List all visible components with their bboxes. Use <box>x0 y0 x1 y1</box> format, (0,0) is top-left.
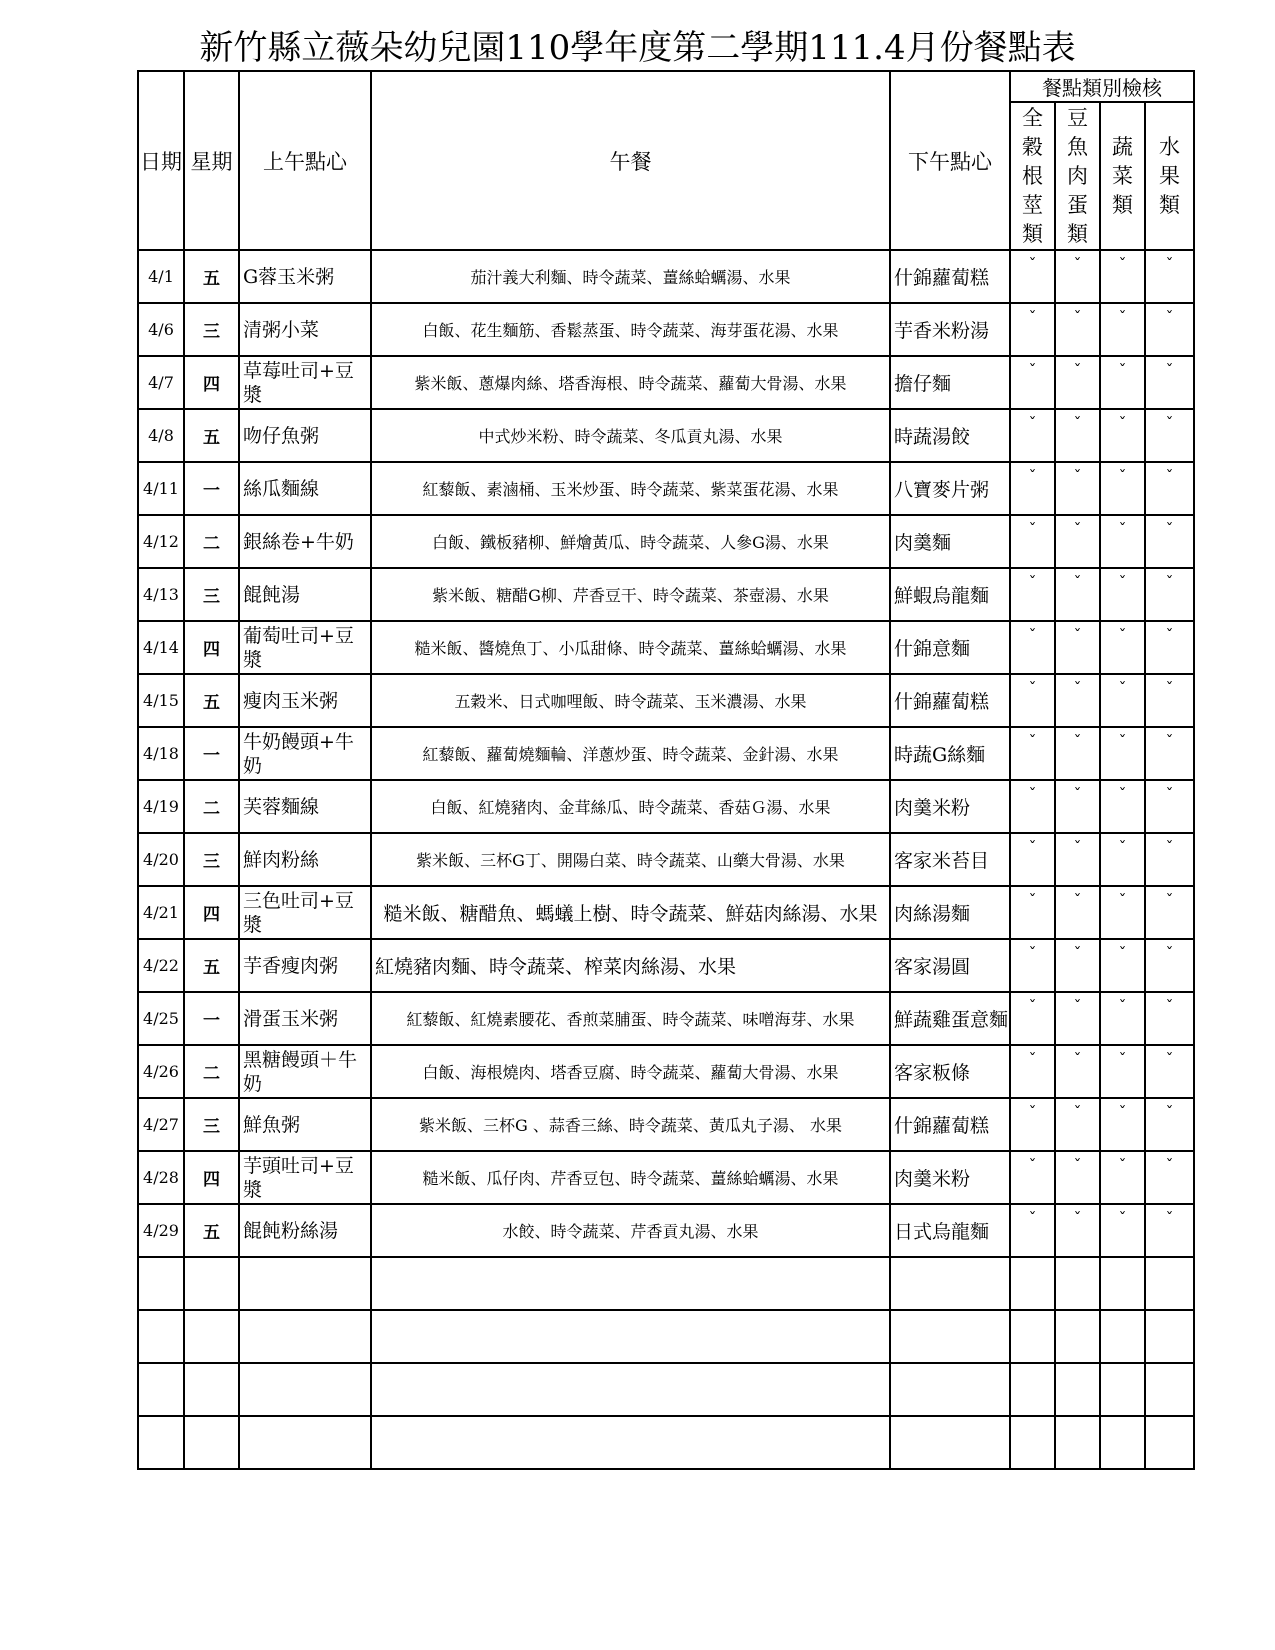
empty-row <box>138 1310 1194 1363</box>
empty-cell <box>1010 1257 1055 1310</box>
empty-cell <box>184 1416 239 1469</box>
vegetables-check: ˇ <box>1100 515 1145 568</box>
page-title: 新竹縣立薇朵幼兒園110學年度第二學期111.4月份餐點表 <box>199 28 1076 68</box>
table-row <box>138 568 1194 621</box>
grains-check: ˇ <box>1010 727 1055 780</box>
table-row <box>138 409 1194 462</box>
lunch-cell: 紫米飯、糖醋G柳、芹香豆干、時令蔬菜、茶壺湯、水果 <box>371 568 890 621</box>
am-snack-cell: G蓉玉米粥 <box>239 250 371 303</box>
grains-check: ˇ <box>1010 1098 1055 1151</box>
table-row <box>138 356 1194 409</box>
grains-check: ˇ <box>1010 780 1055 833</box>
empty-cell <box>138 1363 184 1416</box>
vegetables-check: ˇ <box>1100 250 1145 303</box>
protein-check: ˇ <box>1055 568 1100 621</box>
header-vegetables-char: 菜 <box>1112 163 1133 188</box>
empty-cell <box>890 1416 1010 1469</box>
fruit-check: ˇ <box>1145 568 1194 621</box>
pm-snack-cell: 客家粄條 <box>890 1045 1010 1098</box>
weekday-cell: 三 <box>184 833 239 886</box>
date-cell: 4/11 <box>138 462 184 515</box>
pm-snack-cell: 什錦蘿蔔糕 <box>890 674 1010 727</box>
lunch-cell: 紅藜飯、蘿蔔燒麵輪、洋蔥炒蛋、時令蔬菜、金針湯、水果 <box>371 727 890 780</box>
vegetables-check: ˇ <box>1100 1204 1145 1257</box>
vegetables-check: ˇ <box>1100 409 1145 462</box>
am-snack-cell: 三色吐司+豆漿 <box>239 886 371 939</box>
weekday-cell: 一 <box>184 727 239 780</box>
empty-cell <box>138 1310 184 1363</box>
date-cell: 4/8 <box>138 409 184 462</box>
pm-snack-cell: 什錦蘿蔔糕 <box>890 1098 1010 1151</box>
am-snack-cell: 芙蓉麵線 <box>239 780 371 833</box>
empty-row <box>138 1416 1194 1469</box>
vegetables-check: ˇ <box>1100 886 1145 939</box>
header-weekday: 星期 <box>184 71 239 250</box>
lunch-cell: 紫米飯、蔥爆肉絲、塔香海根、時令蔬菜、蘿蔔大骨湯、水果 <box>371 356 890 409</box>
am-snack-cell: 餛飩湯 <box>239 568 371 621</box>
vegetables-check: ˇ <box>1100 1045 1145 1098</box>
pm-snack-cell: 肉羹麵 <box>890 515 1010 568</box>
grains-check: ˇ <box>1010 303 1055 356</box>
lunch-cell: 糙米飯、糖醋魚、螞蟻上樹、時令蔬菜、鮮菇肉絲湯、水果 <box>371 886 890 939</box>
empty-cell <box>371 1416 890 1469</box>
pm-snack-cell: 時蔬G絲麵 <box>890 727 1010 780</box>
lunch-cell: 紅藜飯、素滷桶、玉米炒蛋、時令蔬菜、紫菜蛋花湯、水果 <box>371 462 890 515</box>
am-snack-cell: 瘦肉玉米粥 <box>239 674 371 727</box>
weekday-cell: 五 <box>184 674 239 727</box>
weekday-cell: 四 <box>184 621 239 674</box>
empty-cell <box>1100 1310 1145 1363</box>
date-cell: 4/18 <box>138 727 184 780</box>
protein-check: ˇ <box>1055 780 1100 833</box>
date-cell: 4/21 <box>138 886 184 939</box>
weekday-cell: 五 <box>184 1204 239 1257</box>
vegetables-check: ˇ <box>1100 356 1145 409</box>
header-fruit-char: 類 <box>1159 192 1180 217</box>
grains-check: ˇ <box>1010 1204 1055 1257</box>
table-row <box>138 727 1194 780</box>
fruit-check: ˇ <box>1145 886 1194 939</box>
grains-check: ˇ <box>1010 886 1055 939</box>
header-am-snack: 上午點心 <box>239 71 371 250</box>
lunch-cell: 紅藜飯、紅燒素腰花、香煎菜脯蛋、時令蔬菜、味噌海芽、水果 <box>371 992 890 1045</box>
lunch-cell: 白飯、花生麵筋、香鬆蒸蛋、時令蔬菜、海芽蛋花湯、水果 <box>371 303 890 356</box>
empty-cell <box>1100 1416 1145 1469</box>
header-pm-snack: 下午點心 <box>890 71 1010 250</box>
empty-cell <box>890 1257 1010 1310</box>
empty-cell <box>371 1257 890 1310</box>
protein-check: ˇ <box>1055 1045 1100 1098</box>
header-protein-char: 肉 <box>1067 163 1088 188</box>
header-vegetables <box>1100 102 1145 250</box>
date-cell: 4/15 <box>138 674 184 727</box>
protein-check: ˇ <box>1055 1204 1100 1257</box>
empty-cell <box>1055 1416 1100 1469</box>
protein-check: ˇ <box>1055 1098 1100 1151</box>
fruit-check: ˇ <box>1145 1045 1194 1098</box>
pm-snack-cell: 擔仔麵 <box>890 356 1010 409</box>
empty-cell <box>1100 1257 1145 1310</box>
weekday-cell: 四 <box>184 886 239 939</box>
lunch-cell: 糙米飯、瓜仔肉、芹香豆包、時令蔬菜、薑絲蛤蠣湯、水果 <box>371 1151 890 1204</box>
weekday-cell: 四 <box>184 1151 239 1204</box>
am-snack-cell: 鮮肉粉絲 <box>239 833 371 886</box>
weekday-cell: 二 <box>184 515 239 568</box>
lunch-cell: 水餃、時令蔬菜、芹香貢丸湯、水果 <box>371 1204 890 1257</box>
lunch-cell: 白飯、紅燒豬肉、金茸絲瓜、時令蔬菜、香菇Ｇ湯、水果 <box>371 780 890 833</box>
header-grains <box>1010 102 1055 250</box>
protein-check: ˇ <box>1055 886 1100 939</box>
weekday-cell: 五 <box>184 250 239 303</box>
empty-cell <box>239 1257 371 1310</box>
grains-check: ˇ <box>1010 568 1055 621</box>
vegetables-check: ˇ <box>1100 992 1145 1045</box>
pm-snack-cell: 肉羹米粉 <box>890 1151 1010 1204</box>
fruit-check: ˇ <box>1145 515 1194 568</box>
fruit-check: ˇ <box>1145 780 1194 833</box>
vegetables-check: ˇ <box>1100 780 1145 833</box>
lunch-cell: 五穀米、日式咖哩飯、時令蔬菜、玉米濃湯、水果 <box>371 674 890 727</box>
header-protein-char: 蛋 <box>1067 192 1088 217</box>
weekday-cell: 四 <box>184 356 239 409</box>
header-row-top <box>138 71 1194 102</box>
grains-check: ˇ <box>1010 992 1055 1045</box>
weekday-cell: 五 <box>184 939 239 992</box>
table-row <box>138 886 1194 939</box>
lunch-cell: 紫米飯、三杯G 、蒜香三絲、時令蔬菜、黃瓜丸子湯、 水果 <box>371 1098 890 1151</box>
pm-snack-cell: 肉羹米粉 <box>890 780 1010 833</box>
table-row <box>138 1151 1194 1204</box>
vegetables-check: ˇ <box>1100 621 1145 674</box>
am-snack-cell: 銀絲卷+牛奶 <box>239 515 371 568</box>
protein-check: ˇ <box>1055 621 1100 674</box>
fruit-check: ˇ <box>1145 992 1194 1045</box>
empty-cell <box>1010 1416 1055 1469</box>
pm-snack-cell: 日式烏龍麵 <box>890 1204 1010 1257</box>
header-fruit-char: 果 <box>1159 163 1180 188</box>
date-cell: 4/20 <box>138 833 184 886</box>
grains-check: ˇ <box>1010 674 1055 727</box>
protein-check: ˇ <box>1055 356 1100 409</box>
am-snack-cell: 吻仔魚粥 <box>239 409 371 462</box>
protein-check: ˇ <box>1055 409 1100 462</box>
header-fruit <box>1145 102 1194 250</box>
table-row <box>138 1045 1194 1098</box>
protein-check: ˇ <box>1055 992 1100 1045</box>
fruit-check: ˇ <box>1145 1098 1194 1151</box>
lunch-cell: 白飯、鐵板豬柳、鮮燴黃瓜、時令蔬菜、人參G湯、水果 <box>371 515 890 568</box>
header-vegetables-char: 類 <box>1112 192 1133 217</box>
empty-cell <box>1100 1363 1145 1416</box>
fruit-check: ˇ <box>1145 356 1194 409</box>
empty-cell <box>239 1363 371 1416</box>
weekday-cell: 一 <box>184 462 239 515</box>
weekday-cell: 三 <box>184 1098 239 1151</box>
am-snack-cell: 芋香瘦肉粥 <box>239 939 371 992</box>
empty-row <box>138 1363 1194 1416</box>
fruit-check: ˇ <box>1145 1151 1194 1204</box>
header-grains-char: 全 <box>1022 105 1043 130</box>
empty-cell <box>239 1416 371 1469</box>
grains-check: ˇ <box>1010 621 1055 674</box>
lunch-cell: 糙米飯、醬燒魚丁、小瓜甜條、時令蔬菜、薑絲蛤蠣湯、水果 <box>371 621 890 674</box>
grains-check: ˇ <box>1010 356 1055 409</box>
empty-cell <box>1055 1363 1100 1416</box>
protein-check: ˇ <box>1055 303 1100 356</box>
vegetables-check: ˇ <box>1100 462 1145 515</box>
table-row <box>138 515 1194 568</box>
am-snack-cell: 芋頭吐司+豆漿 <box>239 1151 371 1204</box>
table-row <box>138 462 1194 515</box>
am-snack-cell: 草莓吐司+豆漿 <box>239 356 371 409</box>
vegetables-check: ˇ <box>1100 303 1145 356</box>
protein-check: ˇ <box>1055 674 1100 727</box>
fruit-check: ˇ <box>1145 833 1194 886</box>
date-cell: 4/6 <box>138 303 184 356</box>
table-row <box>138 674 1194 727</box>
weekday-cell: 三 <box>184 303 239 356</box>
grains-check: ˇ <box>1010 409 1055 462</box>
fruit-check: ˇ <box>1145 462 1194 515</box>
grains-check: ˇ <box>1010 833 1055 886</box>
vegetables-check: ˇ <box>1100 939 1145 992</box>
am-snack-cell: 清粥小菜 <box>239 303 371 356</box>
grains-check: ˇ <box>1010 939 1055 992</box>
weekday-cell: 一 <box>184 992 239 1045</box>
empty-cell <box>184 1363 239 1416</box>
grains-check: ˇ <box>1010 250 1055 303</box>
am-snack-cell: 牛奶饅頭+牛奶 <box>239 727 371 780</box>
date-cell: 4/27 <box>138 1098 184 1151</box>
header-vegetables-char: 蔬 <box>1112 134 1133 159</box>
empty-cell <box>184 1310 239 1363</box>
date-cell: 4/14 <box>138 621 184 674</box>
lunch-cell: 中式炒米粉、時令蔬菜、冬瓜貢丸湯、水果 <box>371 409 890 462</box>
pm-snack-cell: 客家米苔目 <box>890 833 1010 886</box>
protein-check: ˇ <box>1055 1151 1100 1204</box>
header-fruit-char: 水 <box>1159 134 1180 159</box>
header-grains-char: 類 <box>1022 221 1043 246</box>
date-cell: 4/22 <box>138 939 184 992</box>
empty-cell <box>371 1363 890 1416</box>
lunch-cell: 紅燒豬肉麵、時令蔬菜、榨菜肉絲湯、水果 <box>371 939 890 992</box>
table-row <box>138 621 1194 674</box>
lunch-cell: 茄汁義大利麵、時令蔬菜、薑絲蛤蠣湯、水果 <box>371 250 890 303</box>
pm-snack-cell: 什錦蘿蔔糕 <box>890 250 1010 303</box>
vegetables-check: ˇ <box>1100 727 1145 780</box>
empty-cell <box>1010 1363 1055 1416</box>
table-row <box>138 780 1194 833</box>
empty-cell <box>371 1310 890 1363</box>
header-grains-char: 莖 <box>1022 192 1043 217</box>
date-cell: 4/13 <box>138 568 184 621</box>
vegetables-check: ˇ <box>1100 1151 1145 1204</box>
lunch-cell: 白飯、海根燒肉、塔香豆腐、時令蔬菜、蘿蔔大骨湯、水果 <box>371 1045 890 1098</box>
grains-check: ˇ <box>1010 1045 1055 1098</box>
table-row <box>138 1204 1194 1257</box>
header-protein <box>1055 102 1100 250</box>
date-cell: 4/26 <box>138 1045 184 1098</box>
fruit-check: ˇ <box>1145 621 1194 674</box>
header-check-group: 餐點類別檢核 <box>1010 71 1194 102</box>
vegetables-check: ˇ <box>1100 1098 1145 1151</box>
empty-cell <box>239 1310 371 1363</box>
empty-cell <box>890 1363 1010 1416</box>
empty-cell <box>890 1310 1010 1363</box>
protein-check: ˇ <box>1055 833 1100 886</box>
pm-snack-cell: 肉絲湯麵 <box>890 886 1010 939</box>
weekday-cell: 三 <box>184 568 239 621</box>
empty-cell <box>1010 1310 1055 1363</box>
weekday-cell: 二 <box>184 780 239 833</box>
fruit-check: ˇ <box>1145 674 1194 727</box>
date-cell: 4/7 <box>138 356 184 409</box>
vegetables-check: ˇ <box>1100 674 1145 727</box>
vegetables-check: ˇ <box>1100 568 1145 621</box>
empty-cell <box>1145 1310 1194 1363</box>
am-snack-cell: 鮮魚粥 <box>239 1098 371 1151</box>
grains-check: ˇ <box>1010 515 1055 568</box>
fruit-check: ˇ <box>1145 250 1194 303</box>
pm-snack-cell: 什錦意麵 <box>890 621 1010 674</box>
empty-cell <box>138 1257 184 1310</box>
empty-cell <box>184 1257 239 1310</box>
weekday-cell: 五 <box>184 409 239 462</box>
empty-cell <box>1055 1257 1100 1310</box>
header-protein-char: 魚 <box>1067 134 1088 159</box>
header-grains-char: 穀 <box>1022 134 1043 159</box>
empty-cell <box>1145 1257 1194 1310</box>
header-lunch: 午餐 <box>371 71 890 250</box>
am-snack-cell: 黑糖饅頭＋牛奶 <box>239 1045 371 1098</box>
pm-snack-cell: 八寶麥片粥 <box>890 462 1010 515</box>
lunch-cell: 紫米飯、三杯G丁、開陽白菜、時令蔬菜、山藥大骨湯、水果 <box>371 833 890 886</box>
table-row <box>138 833 1194 886</box>
table-row <box>138 992 1194 1045</box>
date-cell: 4/12 <box>138 515 184 568</box>
header-grains-char: 根 <box>1022 163 1043 188</box>
table-row <box>138 250 1194 303</box>
protein-check: ˇ <box>1055 939 1100 992</box>
date-cell: 4/29 <box>138 1204 184 1257</box>
table-row <box>138 303 1194 356</box>
fruit-check: ˇ <box>1145 727 1194 780</box>
protein-check: ˇ <box>1055 515 1100 568</box>
fruit-check: ˇ <box>1145 1204 1194 1257</box>
grains-check: ˇ <box>1010 462 1055 515</box>
date-cell: 4/25 <box>138 992 184 1045</box>
pm-snack-cell: 鮮蔬雞蛋意麵 <box>890 992 1010 1045</box>
grains-check: ˇ <box>1010 1151 1055 1204</box>
date-cell: 4/1 <box>138 250 184 303</box>
empty-cell <box>1145 1416 1194 1469</box>
meal-table <box>137 70 1195 1470</box>
am-snack-cell: 滑蛋玉米粥 <box>239 992 371 1045</box>
protein-check: ˇ <box>1055 250 1100 303</box>
pm-snack-cell: 芋香米粉湯 <box>890 303 1010 356</box>
empty-row <box>138 1257 1194 1310</box>
fruit-check: ˇ <box>1145 409 1194 462</box>
pm-snack-cell: 時蔬湯餃 <box>890 409 1010 462</box>
date-cell: 4/28 <box>138 1151 184 1204</box>
fruit-check: ˇ <box>1145 939 1194 992</box>
table-row <box>138 939 1194 992</box>
header-protein-char: 類 <box>1067 221 1088 246</box>
am-snack-cell: 餛飩粉絲湯 <box>239 1204 371 1257</box>
empty-cell <box>1145 1363 1194 1416</box>
am-snack-cell: 葡萄吐司+豆漿 <box>239 621 371 674</box>
fruit-check: ˇ <box>1145 303 1194 356</box>
am-snack-cell: 絲瓜麵線 <box>239 462 371 515</box>
vegetables-check: ˇ <box>1100 833 1145 886</box>
header-date: 日期 <box>138 71 184 250</box>
protein-check: ˇ <box>1055 727 1100 780</box>
pm-snack-cell: 鮮蝦烏龍麵 <box>890 568 1010 621</box>
pm-snack-cell: 客家湯圓 <box>890 939 1010 992</box>
date-cell: 4/19 <box>138 780 184 833</box>
empty-cell <box>1055 1310 1100 1363</box>
protein-check: ˇ <box>1055 462 1100 515</box>
weekday-cell: 二 <box>184 1045 239 1098</box>
header-protein-char: 豆 <box>1067 105 1088 130</box>
table-row <box>138 1098 1194 1151</box>
empty-cell <box>138 1416 184 1469</box>
